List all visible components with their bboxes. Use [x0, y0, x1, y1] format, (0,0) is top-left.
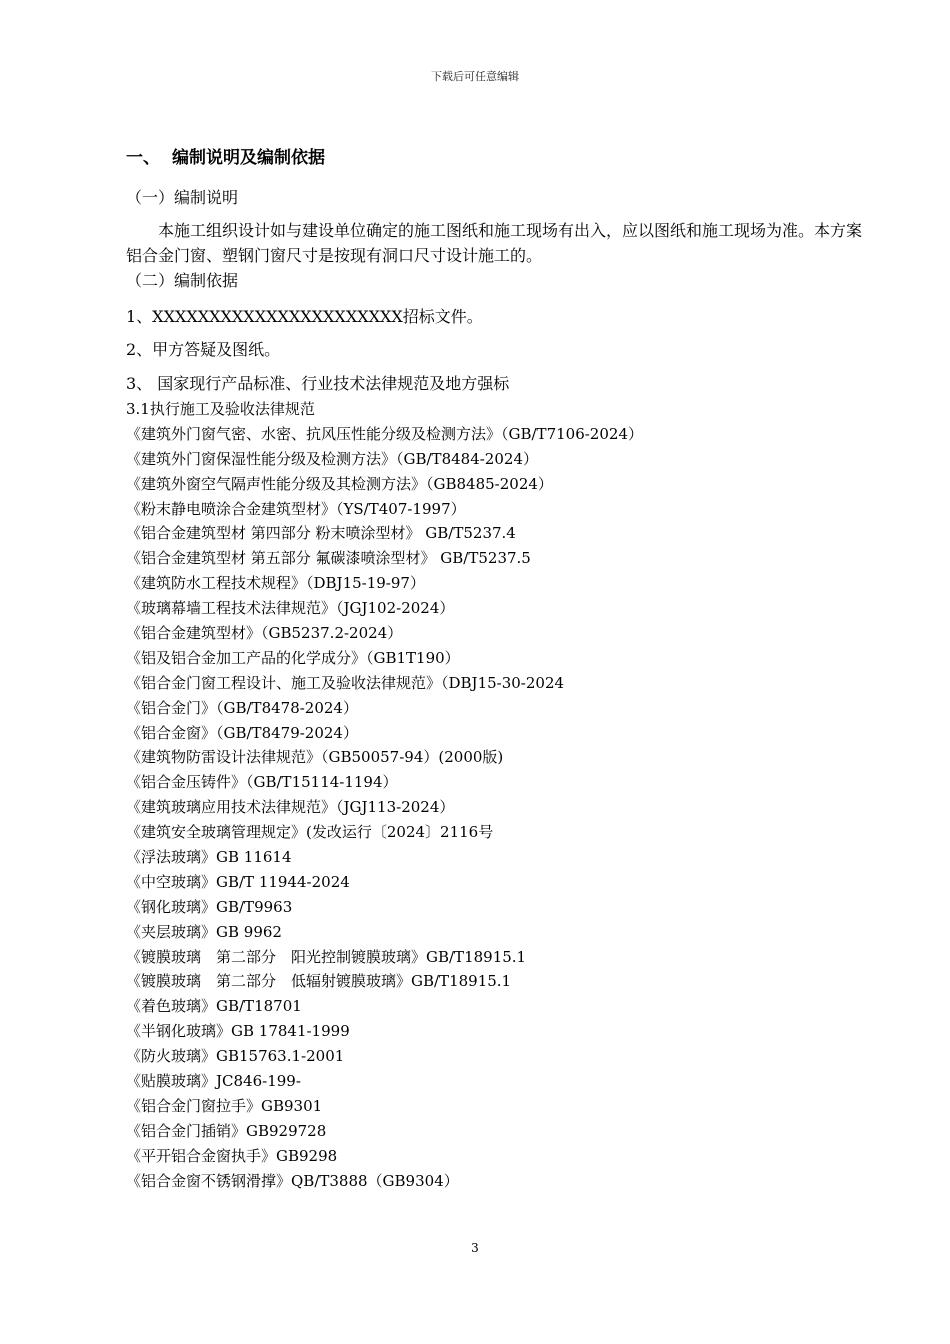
section-title: 编制说明及编制依据 — [172, 148, 325, 168]
reference-item: 《粉末静电喷涂合金建筑型材》（YS/T407-1997） — [126, 499, 466, 518]
reference-item: 《建筑物防雷设计法律规范》（GB50057-94）(2000版) — [126, 748, 504, 767]
basis-item: 3、 国家现行产品标准、行业技术法律规范及地方强标 — [126, 374, 510, 393]
reference-item: 《建筑防水工程技术规程》（DBJ15-19-97） — [126, 574, 425, 593]
reference-item: 《防火玻璃》GB15763.1-2001 — [126, 1047, 345, 1066]
page-header: 下载后可任意编辑 — [431, 70, 519, 83]
reference-item: 《建筑安全玻璃管理规定》(发改运行〔2024〕2116号 — [126, 823, 494, 842]
reference-item: 《铝合金门》（GB/T8478-2024） — [126, 698, 358, 717]
section-number: 一、 — [126, 148, 160, 168]
reference-item: 《贴膜玻璃》JC846-199- — [126, 1072, 301, 1091]
page-number: 3 — [471, 1241, 479, 1255]
reference-item: 《建筑玻璃应用技术法律规范》（JGJ113-2024） — [126, 798, 455, 817]
reference-item: 《中空玻璃》GB/T 11944-2024 — [126, 872, 350, 891]
reference-item: 《玻璃幕墙工程技术法律规范》（JGJ102-2024） — [126, 599, 455, 618]
reference-item: 《建筑外门窗气密、水密、抗风压性能分级及检测方法》（GB/T7106-2024） — [126, 424, 643, 443]
section-heading — [126, 145, 866, 171]
document-body — [126, 145, 866, 1194]
reference-item: 《着色玻璃》GB/T18701 — [126, 997, 302, 1016]
reference-item: 《钢化玻璃》GB/T9963 — [126, 897, 293, 916]
subsection-title: 3.1执行施工及验收法律规范 — [126, 400, 315, 418]
reference-item: 《镀膜玻璃 第二部分 阳光控制镀膜玻璃》GB/T18915.1 — [126, 947, 527, 966]
reference-item: 《铝合金门插销》GB929728 — [126, 1121, 327, 1140]
basis-item: 1、XXXXXXXXXXXXXXXXXXXXXX招标文件。 — [126, 307, 483, 326]
reference-item: 《建筑外窗空气隔声性能分级及其检测方法》（GB8485-2024） — [126, 474, 553, 493]
reference-item: 《半钢化玻璃》GB 17841-1999 — [126, 1022, 350, 1041]
reference-item: 《建筑外门窗保湿性能分级及检测方法》（GB/T8484-2024） — [126, 449, 538, 468]
reference-item: 《镀膜玻璃 第二部分 低辐射镀膜玻璃》GB/T18915.1 — [126, 972, 512, 991]
reference-item: 《铝合金建筑型材 第五部分 氟碳漆喷涂型材》 GB/T5237.5 — [126, 549, 531, 568]
reference-item: 《平开铝合金窗执手》GB9298 — [126, 1146, 338, 1165]
reference-item: 《铝合金建筑型材》（GB5237.2-2024） — [126, 624, 403, 643]
reference-item: 《铝及铝合金加工产品的化学成分》（GB1T190） — [126, 648, 460, 667]
reference-item: 《铝合金窗》（GB/T8479-2024） — [126, 723, 358, 742]
reference-item: 《铝合金门窗工程设计、施工及验收法律规范》（DBJ15-30-2024 — [126, 673, 565, 692]
reference-item: 《铝合金窗不锈钢滑撑》QB/T3888（GB9304） — [126, 1171, 459, 1190]
reference-list — [126, 422, 866, 1194]
description-paragraph: 本施工组织设计如与建设单位确定的施工图纸和施工现场有出入，应以图纸和施工现场为准。本方案铝合金门窗、塑钢门窗尺寸是按现有洞口尺寸设计施工的。 — [126, 221, 863, 265]
subheading-basis: （二）编制依据 — [126, 271, 239, 290]
reference-item: 《浮法玻璃》GB 11614 — [126, 848, 292, 867]
subheading-description: （一）编制说明 — [126, 188, 239, 207]
reference-item: 《夹层玻璃》GB 9962 — [126, 922, 282, 941]
reference-item: 《铝合金建筑型材 第四部分 粉末喷涂型材》 GB/T5237.4 — [126, 524, 516, 543]
reference-item: 《铝合金门窗拉手》GB9301 — [126, 1096, 323, 1115]
basis-item: 2、甲方答疑及图纸。 — [126, 340, 281, 359]
reference-item: 《铝合金压铸件》（GB/T15114-1194） — [126, 773, 398, 792]
